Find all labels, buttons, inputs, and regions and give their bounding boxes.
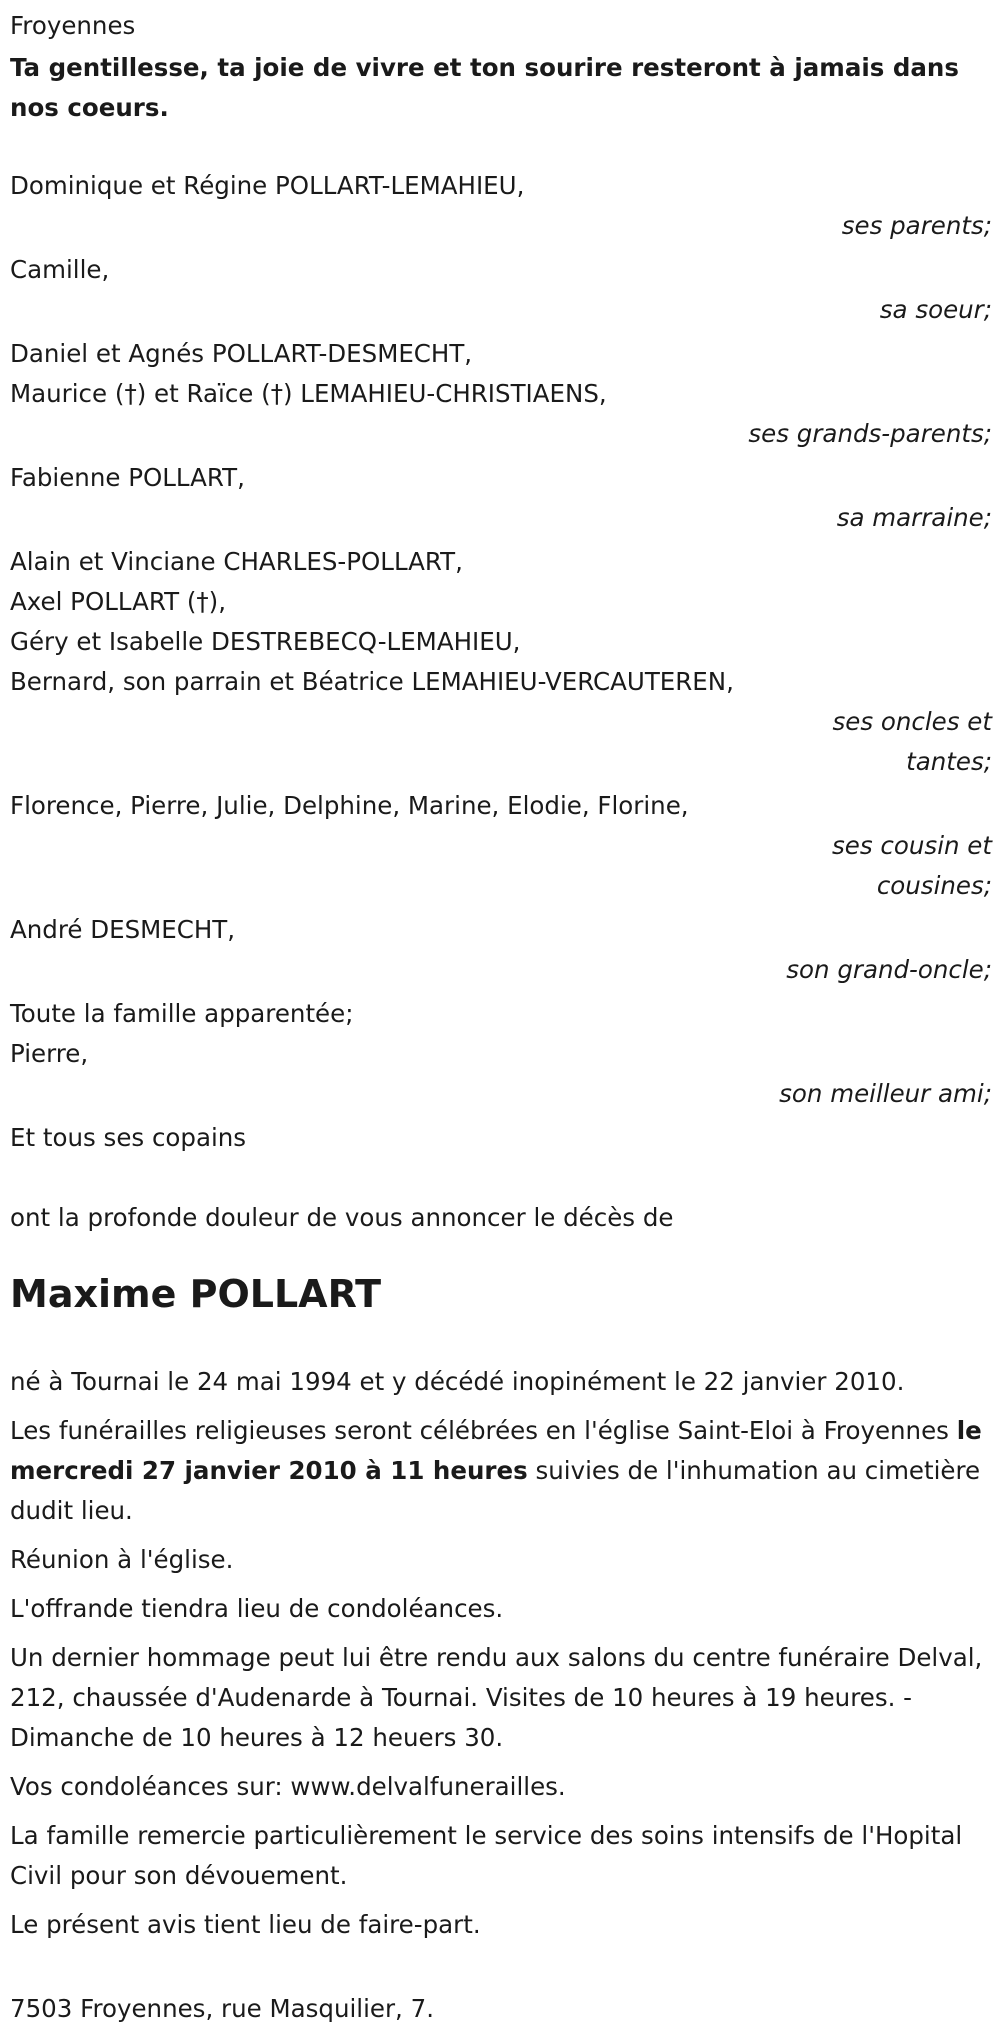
relation-label: sa soeur; (879, 295, 992, 324)
family-name-line: Fabienne POLLART, (10, 463, 245, 492)
family-name-line: Toute la famille apparentée; (10, 999, 354, 1028)
family-name-line: André DESMECHT, (10, 915, 236, 944)
family-group-grandparents (10, 334, 992, 454)
family-name-line: Pierre, (10, 1039, 89, 1068)
obituary-content (10, 6, 992, 2029)
family-group-cousins (10, 786, 992, 906)
family-address: 7503 Froyennes, rue Masquilier, 7. (10, 1994, 434, 2023)
family-name-line: Dominique et Régine POLLART-LEMAHIEU, (10, 171, 525, 200)
funeral-text-after: suivies de l'inhumation au cimetière dudit lieu. (10, 1456, 981, 1525)
family-group-parents (10, 166, 992, 246)
family-group-friends (10, 1118, 992, 1158)
family-name-line: Florence, Pierre, Julie, Delphine, Marine, Elodie, Florine, (10, 791, 689, 820)
family-name-line: Camille, (10, 255, 110, 284)
relation-label: ses cousin et cousines; (832, 831, 992, 900)
funeral-text-before: Les funérailles religieuses seront célébrées en l'église Saint-Eloi à Froyennes (10, 1416, 957, 1445)
thanks-text: La famille remercie particulièrement le service des soins intensifs de l'Hopital Civil pour son dévouement. (10, 1821, 963, 1890)
family-group-godmother (10, 458, 992, 538)
relation-label: son grand-oncle; (786, 955, 992, 984)
notice-text: Le présent avis tient lieu de faire-part. (10, 1910, 481, 1939)
relation-label: ses parents; (841, 211, 992, 240)
family-name-line: Maurice (†) et Raïce (†) LEMAHIEU-CHRISTIAENS, (10, 379, 607, 408)
family-name-line: Et tous ses copains (10, 1123, 247, 1152)
relation-label: ses oncles et tantes; (832, 707, 992, 776)
funeral-text (10, 1411, 992, 1531)
relation-label: sa marraine; (836, 503, 992, 532)
announcement-text: ont la profonde douleur de vous annoncer le décès de (10, 1203, 674, 1232)
family-name-line: Axel POLLART (†), (10, 587, 227, 616)
family-group-great-uncle (10, 910, 992, 990)
location-heading: Froyennes (10, 11, 136, 40)
birth-death-text: né à Tournai le 24 mai 1994 et y décédé inopinément le 22 janvier 2010. (10, 1367, 905, 1396)
family-group-friend (10, 994, 992, 1114)
condolences-text: Vos condoléances sur: www.delvalfunerailles. (10, 1772, 566, 1801)
funeral-date-bold: le mercredi 27 janvier 2010 à 11 heures (10, 1416, 982, 1485)
deceased-name: Maxime POLLART (10, 1272, 382, 1316)
relation-label: son meilleur ami; (779, 1079, 992, 1108)
meeting-text: Réunion à l'église. (10, 1545, 234, 1574)
family-name-line: Alain et Vinciane CHARLES-POLLART, (10, 547, 463, 576)
family-name-line: Bernard, son parrain et Béatrice LEMAHIEU-VERCAUTEREN, (10, 667, 734, 696)
family-name-line: Géry et Isabelle DESTREBECQ-LEMAHIEU, (10, 627, 521, 656)
offering-text: L'offrande tiendra lieu de condoléances. (10, 1594, 504, 1623)
family-group-sister (10, 250, 992, 330)
family-name-line: Daniel et Agnés POLLART-DESMECHT, (10, 339, 473, 368)
relation-label: ses grands-parents; (748, 419, 992, 448)
family-list (10, 166, 992, 1158)
tribute-text: Un dernier hommage peut lui être rendu aux salons du centre funéraire Delval, 212, chaussée d'Audenarde à Tournai. Visites de 10 heures à 19 heures. - Dimanche de 10 heures à 12 heuers 30. (10, 1643, 983, 1752)
intro-quote: Ta gentillesse, ta joie de vivre et ton sourire resteront à jamais dans nos coeurs. (10, 53, 959, 122)
spacer (10, 1162, 992, 1198)
family-group-uncles-aunts (10, 542, 992, 782)
